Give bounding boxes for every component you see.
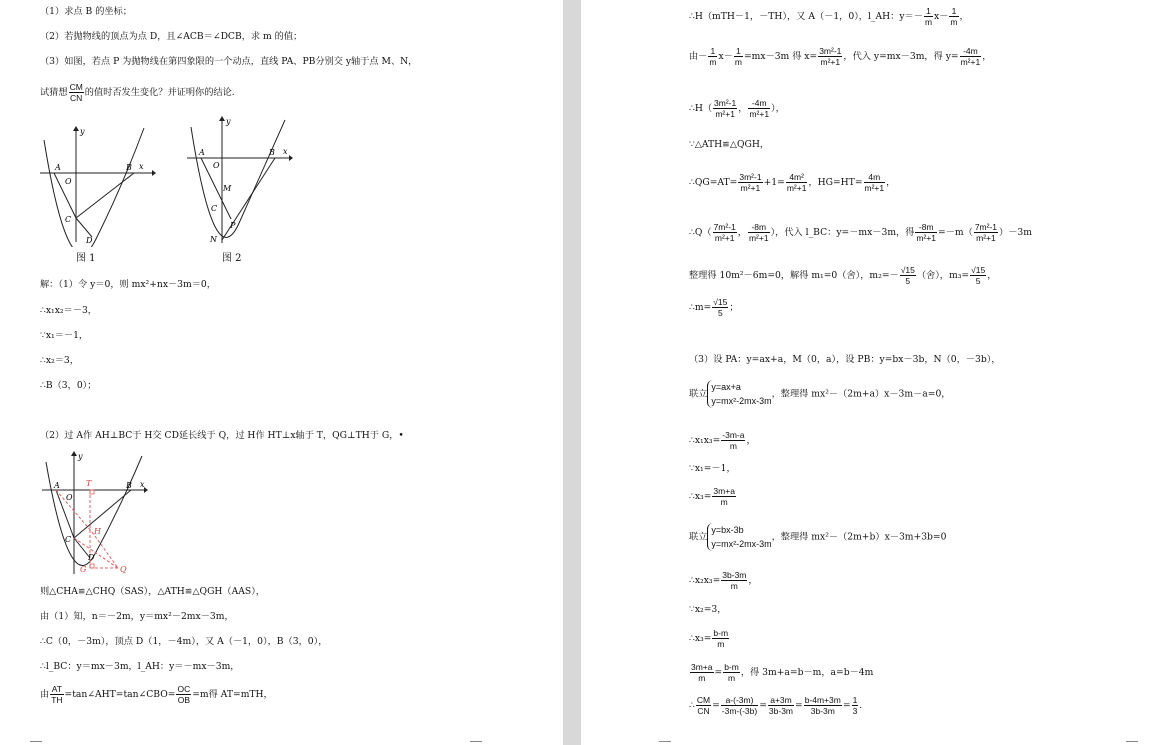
denominator: 5 (905, 276, 911, 286)
fraction (696, 695, 711, 716)
label-b: B (126, 163, 132, 172)
line-cb (76, 173, 134, 218)
right-line-4: ∵△ATH≌△QGH， (689, 139, 770, 150)
text: =－m（ (938, 227, 973, 238)
y-arrow-icon (219, 116, 225, 121)
x-arrow-icon (152, 170, 156, 176)
part3-line-4: ∵x₁=－1， (689, 463, 736, 474)
part3-line-10 (689, 662, 873, 683)
part3-line-8: ∵x₂=3， (689, 604, 727, 615)
text: ， (982, 51, 992, 62)
fraction (852, 695, 859, 716)
fraction-cm-cn (69, 82, 84, 103)
numerator: 1 (708, 46, 717, 57)
solution-1-line-4: ∴x₂＝3， (40, 355, 79, 366)
label-d: D (86, 236, 93, 245)
numerator: 1 (852, 695, 858, 705)
fraction (786, 172, 808, 193)
part3-line-1: （3）设 PA：y=ax+a，M（0，a），设 PB：y=bx－3b，N（0，－3b）， (689, 354, 1001, 365)
fraction (864, 172, 886, 193)
denominator: m²+1 (715, 109, 735, 119)
label-y: y (80, 127, 85, 136)
solution-2-line-3: 由（1）知，n＝－2m，y＝mx²－2mx－3m， (40, 611, 234, 622)
numerator: √15 (971, 265, 986, 275)
parabola (46, 456, 142, 566)
denominator: OB (177, 695, 190, 705)
label-c: C (65, 215, 72, 224)
solution-2-line-5: ∴l_BC：y＝mx－3m，l_AH：y＝－mx－3m， (40, 661, 240, 672)
text: = (759, 700, 767, 711)
question-3: （3）如图，若点 P 为抛物线在第四象限的一个动点，直线 PA、PB分别交 y轴于点 M、N， (40, 56, 418, 67)
fraction (818, 46, 842, 67)
fraction (915, 222, 937, 243)
denominator: m (730, 581, 738, 591)
denominator: m²+1 (714, 233, 735, 243)
denominator: m (727, 673, 736, 683)
fraction-at-th (50, 684, 63, 705)
label-o: O (213, 161, 220, 170)
x-arrow-icon (289, 155, 293, 161)
figure-1-caption: 图 1 (76, 253, 96, 264)
right-line-1 (689, 6, 969, 27)
text: = (714, 667, 723, 678)
label-o: O (65, 177, 72, 186)
fraction-oc-ob (176, 684, 191, 705)
text: ∴x₃= (689, 491, 712, 502)
text: ∴x₁x₃= (689, 435, 721, 446)
line-hq (92, 532, 118, 568)
text: ，整理得 mx²－（2m+a）x－3m－a=0， (771, 388, 951, 400)
text: ∴QG=AT= (689, 177, 738, 188)
numerator: 3b-3m (722, 570, 747, 580)
numerator: 3m²-1 (739, 172, 762, 182)
label-t: T (86, 479, 92, 488)
denominator: 3b-3m (810, 706, 835, 716)
solution-1-line-3: ∵x₁＝－1， (40, 330, 89, 341)
label-b: B (126, 481, 132, 490)
page-mark (1126, 741, 1138, 742)
fraction (712, 297, 728, 318)
numerator: -8m (748, 222, 770, 233)
part3-line-6 (689, 523, 946, 551)
question-3-conjecture (40, 82, 235, 103)
denominator: m (720, 497, 728, 507)
text: = (712, 700, 720, 711)
part3-line-9 (689, 628, 730, 649)
denominator: m²+1 (749, 109, 770, 119)
numerator: 7m²-1 (713, 222, 736, 232)
figure-3 (40, 450, 152, 578)
fraction (713, 98, 737, 119)
page-mark (470, 741, 482, 742)
solution-2-line-6 (40, 684, 273, 705)
label-a: A (199, 148, 205, 157)
right-line-8 (689, 297, 739, 318)
label-d: D (88, 553, 95, 562)
numerator: 3m²-1 (819, 46, 842, 56)
denominator: m²+1 (740, 183, 761, 193)
fraction (712, 628, 729, 649)
text: （舍），m₃= (916, 270, 970, 281)
label-o: O (66, 493, 73, 502)
y-arrow-icon (71, 451, 77, 456)
solution-1-line-1: 解：（1）令 y＝0，则 mx²+nx－3m＝0， (40, 279, 216, 290)
numerator: a-(-3m) (721, 695, 758, 706)
denominator: 5 (975, 276, 981, 286)
numerator: √15 (713, 297, 728, 307)
equation: y=mx²-2mx-3m (711, 396, 772, 406)
text: x－ (718, 51, 733, 62)
page-gutter (563, 0, 581, 745)
text: ， (737, 227, 747, 238)
fraction (970, 265, 986, 286)
text: 的值时否发生变化？并证明你的结论. (84, 87, 235, 98)
numerator: 4m² (786, 172, 808, 183)
numerator: a+3m (768, 695, 794, 706)
denominator: m²+1 (916, 233, 937, 243)
part3-line-5 (689, 486, 737, 507)
text: ，得 3m+a=b－m，a=b－4m (740, 667, 874, 678)
figure-2-caption: 图 2 (222, 253, 242, 264)
solution-2-line-2: 则△CHA≌△CHQ（SAS），△ATH≌△QGH（AAS）， (40, 586, 265, 597)
fraction (949, 6, 958, 27)
left-page (0, 0, 563, 745)
text: 由－ (689, 51, 708, 62)
denominator: m (924, 17, 933, 27)
text: ），代入 l_BC：y=－mx－3m，得 (770, 227, 915, 238)
text: ∴m= (689, 302, 712, 313)
text: =m得 AT=mTH， (192, 689, 273, 700)
equation: y=ax+a (711, 382, 741, 392)
numerator: 3m+a (713, 486, 735, 496)
fraction (960, 46, 982, 67)
text: ， (959, 11, 969, 22)
part3-line-3 (689, 430, 756, 451)
text: ，代入 y=mx－3m，得 y= (843, 51, 959, 62)
numerator: b-m (713, 628, 729, 638)
question-1: （1）求点 B 的坐标； (40, 6, 132, 17)
right-line-2 (689, 46, 991, 67)
fraction (974, 222, 998, 243)
text: ， (886, 177, 896, 188)
solution-1-line-5: ∴B（3，0）； (40, 380, 97, 391)
solution-2-line-4: ∴C（0，－3m），顶点 D（1，－4m），又 A（－1，0），B（3，0）， (40, 636, 328, 647)
text: ）－3m (999, 227, 1032, 238)
right-line-5 (689, 172, 895, 193)
text: ，整理得 mx²－（2m+b）x－3m+3b=0 (771, 531, 947, 543)
text: =mx－3m 得 x= (743, 51, 818, 62)
text: +1= (763, 177, 785, 188)
denominator: m²+1 (786, 183, 807, 193)
text: ∴ (689, 700, 695, 711)
denominator: -3m-(-3b) (721, 706, 758, 716)
numerator: OC (177, 684, 191, 694)
denominator: 3 (852, 706, 858, 716)
denominator: CN (70, 93, 83, 103)
label-g: G (80, 565, 87, 574)
denominator: m (734, 57, 742, 67)
numerator: 7m²-1 (974, 222, 998, 232)
numerator: CM (69, 82, 83, 92)
page-mark (30, 741, 42, 742)
equation: y=mx²-2mx-3m (711, 539, 772, 549)
numerator: 1 (949, 6, 958, 17)
label-n: N (210, 235, 217, 244)
parabola (44, 128, 144, 247)
fraction (748, 222, 770, 243)
text: ∴x₃= (689, 633, 712, 644)
fraction (721, 570, 747, 591)
denominator: m (950, 17, 958, 27)
fraction (712, 486, 736, 507)
figure-2 (185, 115, 295, 247)
numerator: AT (51, 684, 62, 694)
denominator: m (717, 639, 725, 649)
numerator: 4m (864, 172, 886, 183)
page-mark (659, 741, 671, 742)
right-angle-g (90, 564, 94, 568)
text: 联立 (689, 531, 708, 543)
numerator: 1 (734, 46, 743, 57)
part3-line-2 (689, 380, 951, 408)
equation-system (707, 523, 771, 551)
fraction (708, 46, 717, 67)
numerator: -4m (960, 46, 982, 57)
text: 试猜想 (40, 87, 68, 98)
label-h: H (94, 527, 101, 536)
line-cq (74, 538, 118, 568)
numerator: 1 (924, 6, 933, 17)
fraction (768, 695, 794, 716)
x-arrow-icon (144, 487, 148, 493)
right-angle-t (90, 490, 94, 494)
numerator: √15 (900, 265, 915, 275)
denominator: 3b-3m (768, 706, 794, 716)
equation: y=bx-3b (711, 525, 744, 535)
fraction (721, 695, 758, 716)
text: 整理得 10m²－6m=0，解得 m₁=0（舍），m₂=－ (689, 270, 899, 281)
text: ）， (771, 103, 785, 114)
line-cd (76, 218, 92, 237)
parabola (191, 120, 285, 237)
right-line-7 (689, 265, 996, 286)
denominator: 5 (717, 308, 723, 318)
label-x: x (139, 162, 144, 171)
denominator: m²+1 (820, 57, 841, 67)
numerator: CM (696, 695, 711, 705)
fraction (738, 172, 762, 193)
text: ， (746, 435, 756, 446)
fraction (748, 98, 770, 119)
text: ； (729, 302, 739, 313)
right-page (581, 0, 1164, 745)
denominator: m (709, 57, 717, 67)
text: ∴H（mTH－1，－TH），又 A（－1，0），l_AH：y＝－ (689, 11, 923, 22)
label-m: M (223, 184, 232, 193)
equation-system (707, 380, 771, 408)
text: ∴x₂x₃= (689, 575, 721, 586)
label-p: P (230, 221, 236, 230)
text: = (842, 700, 851, 711)
numerator: -4m (748, 98, 770, 109)
part3-line-11 (689, 695, 862, 716)
numerator: 3m²-1 (714, 98, 737, 108)
right-line-6 (689, 222, 1032, 243)
figure-1 (36, 125, 156, 247)
text: . (859, 700, 863, 711)
numerator: 3m+a (691, 662, 713, 672)
denominator: m²+1 (960, 57, 981, 67)
denominator: m²+1 (976, 233, 996, 243)
label-y: y (226, 117, 231, 126)
numerator: -8m (915, 222, 937, 233)
fraction (734, 46, 743, 67)
denominator: m²+1 (748, 233, 769, 243)
fraction (924, 6, 933, 27)
label-q: Q (120, 565, 127, 574)
text: 由 (40, 689, 50, 700)
text: ∴H（ (689, 103, 713, 114)
text: ， (738, 103, 748, 114)
denominator: CN (697, 706, 710, 716)
numerator: b-4m+3m (804, 695, 841, 705)
denominator: m²+1 (864, 183, 885, 193)
text: ， (748, 575, 758, 586)
text: =tan∠AHT=tan∠CBO= (64, 689, 176, 700)
text: x－ (934, 11, 949, 22)
label-x: x (140, 480, 145, 489)
label-a: A (55, 163, 61, 172)
text: 联立 (689, 388, 708, 400)
numerator: b-m (724, 662, 739, 672)
label-b: B (269, 148, 275, 157)
text: ， (987, 270, 997, 281)
label-c: C (211, 204, 218, 213)
label-c: C (65, 535, 72, 544)
denominator: TH (51, 695, 63, 705)
part3-line-7 (689, 570, 758, 591)
right-line-3 (689, 98, 785, 119)
fraction (721, 430, 745, 451)
question-2: （2）若抛物线的顶点为点 D，且∠ACB＝∠DCB，求 m 的值； (40, 31, 303, 42)
fraction (690, 662, 714, 683)
denominator: m (729, 441, 737, 451)
solution-1-line-2: ∴x₁x₂＝－3， (40, 305, 97, 316)
label-a: A (54, 481, 60, 490)
y-arrow-icon (73, 126, 79, 131)
numerator: -3m-a (722, 430, 745, 440)
text: ，HG=HT= (808, 177, 863, 188)
text: ∴Q（ (689, 227, 712, 238)
denominator: m (698, 673, 706, 683)
fraction (723, 662, 740, 683)
label-y: y (78, 452, 83, 461)
fraction (804, 695, 842, 716)
label-x: x (283, 147, 288, 156)
line-cb (74, 490, 131, 538)
text: = (795, 700, 803, 711)
fraction (713, 222, 737, 243)
solution-2-line-1: （2）过 A作 AH⊥BC于 H交 CD延长线于 Q，过 H作 HT⊥x轴于 T，QG⊥TH于 G，• (40, 430, 404, 441)
fraction (900, 265, 916, 286)
